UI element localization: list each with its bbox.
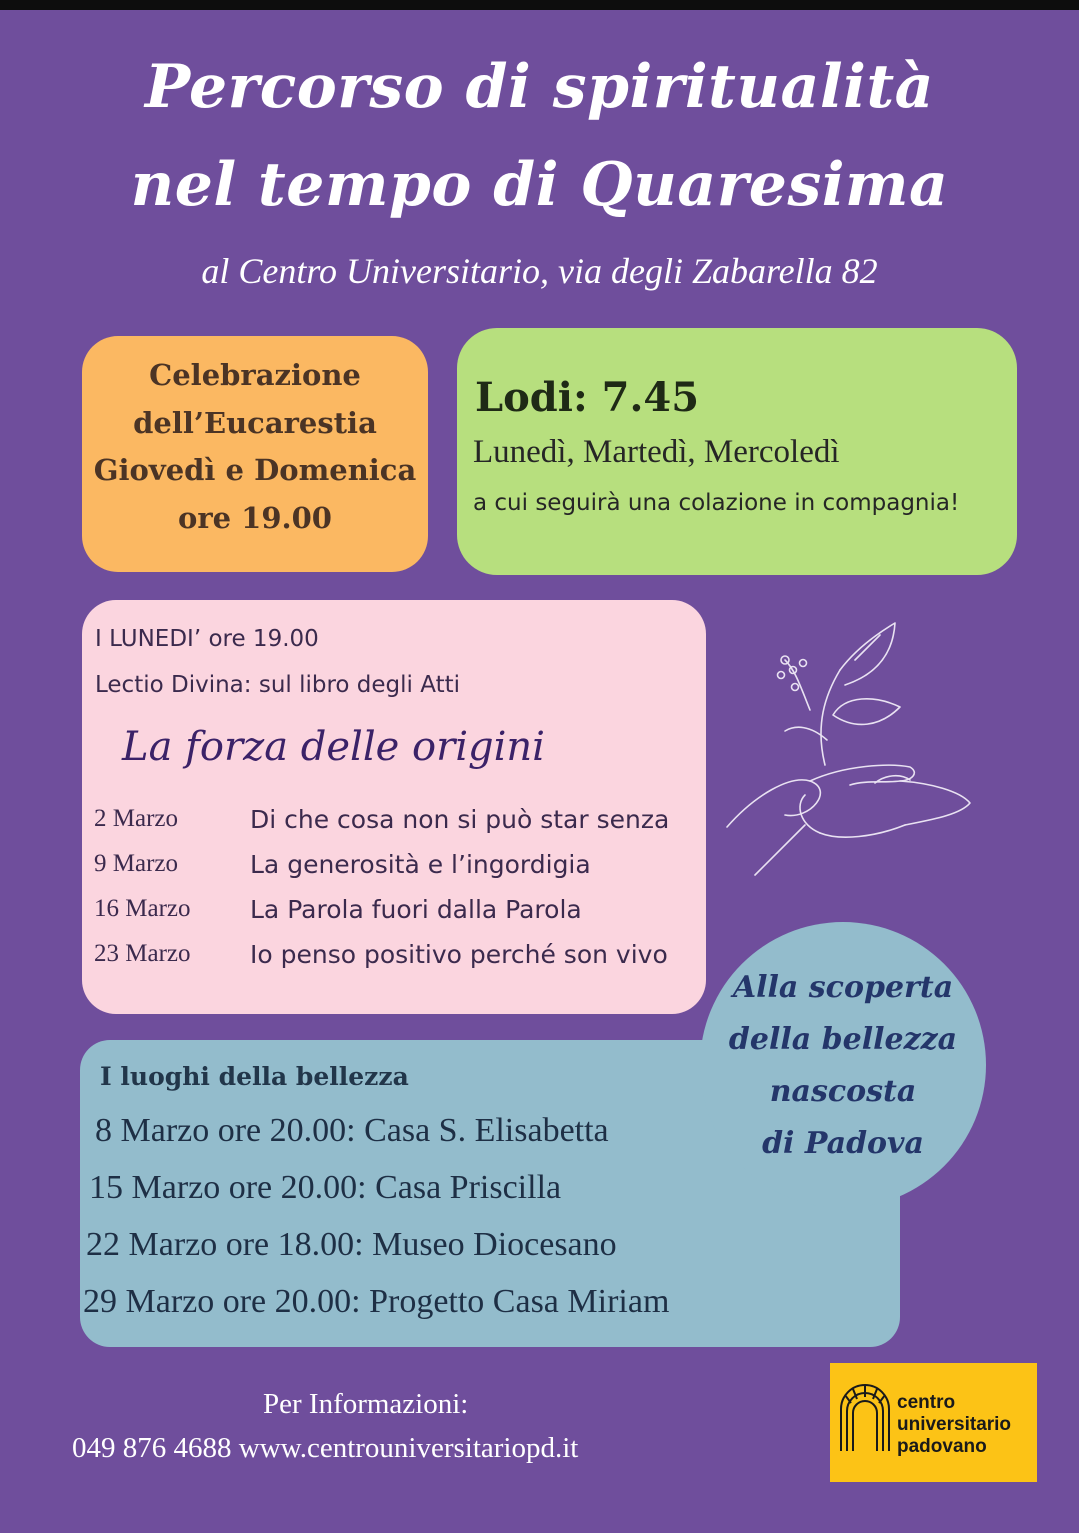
lectio-topic: Di che cosa non si può star senza	[250, 805, 670, 834]
lectio-date: 9 Marzo	[94, 850, 178, 877]
info-contact[interactable]: 049 876 4688 www.centrouniversitariopd.it	[72, 1432, 579, 1464]
beauty-event: 22 Marzo ore 18.00: Museo Diocesano	[86, 1226, 617, 1263]
lectio-date: 23 Marzo	[94, 940, 191, 967]
logo-line3: padovano	[897, 1436, 987, 1457]
eucharist-time: ore 19.00	[178, 501, 332, 535]
page-title-line2: nel tempo di Quaresima	[130, 150, 949, 220]
beauty-event: 15 Marzo ore 20.00: Casa Priscilla	[89, 1169, 562, 1206]
location-subtitle: al Centro Universitario, via degli Zabarella 82	[201, 251, 878, 291]
centro-universitario-logo	[830, 1363, 1037, 1482]
arch-doorway-icon	[835, 1375, 895, 1455]
lectio-when: I LUNEDI’ ore 19.00	[95, 626, 319, 652]
badge-line: Alla scoperta	[732, 970, 954, 1005]
lodi-note: a cui seguirà una colazione in compagnia!	[473, 490, 960, 516]
lectio-date: 2 Marzo	[94, 805, 178, 832]
lectio-date: 16 Marzo	[94, 895, 191, 922]
lectio-description: Lectio Divina: sul libro degli Atti	[95, 672, 461, 698]
logo-line2: universitario	[897, 1414, 1012, 1435]
logo-line1: centro	[897, 1392, 956, 1413]
badge-line: di Padova	[762, 1126, 924, 1161]
eucharist-line1: Celebrazione	[149, 358, 361, 392]
beauty-event: 8 Marzo ore 20.00: Casa S. Elisabetta	[95, 1112, 609, 1149]
lodi-days: Lunedì, Martedì, Mercoledì	[473, 434, 840, 470]
lectio-title: La forza delle origini	[122, 724, 545, 770]
top-bar	[0, 0, 1079, 10]
lectio-topic: La generosità e l’ingordigia	[250, 850, 591, 879]
eucharist-box	[82, 336, 428, 572]
page-title-line1: Percorso di spiritualità	[144, 52, 935, 122]
eucharist-line2: dell’Eucarestia	[133, 406, 377, 440]
beauty-event: 29 Marzo ore 20.00: Progetto Casa Miriam	[83, 1283, 670, 1320]
lodi-title: Lodi: 7.45	[475, 374, 700, 421]
eucharist-line3: Giovedì e Domenica	[93, 453, 417, 487]
beauty-heading: I luoghi della bellezza	[100, 1062, 409, 1091]
info-label: Per Informazioni:	[263, 1388, 469, 1420]
lodi-box	[457, 328, 1017, 575]
lectio-box	[82, 600, 706, 1014]
beauty-badge	[700, 922, 986, 1208]
lectio-topic: Io penso positivo perché son vivo	[250, 940, 668, 969]
lectio-topic: La Parola fuori dalla Parola	[250, 895, 582, 924]
badge-line: della bellezza	[728, 1022, 958, 1057]
badge-line: nascosta	[769, 1074, 917, 1109]
hand-holding-plant-icon	[715, 615, 985, 895]
